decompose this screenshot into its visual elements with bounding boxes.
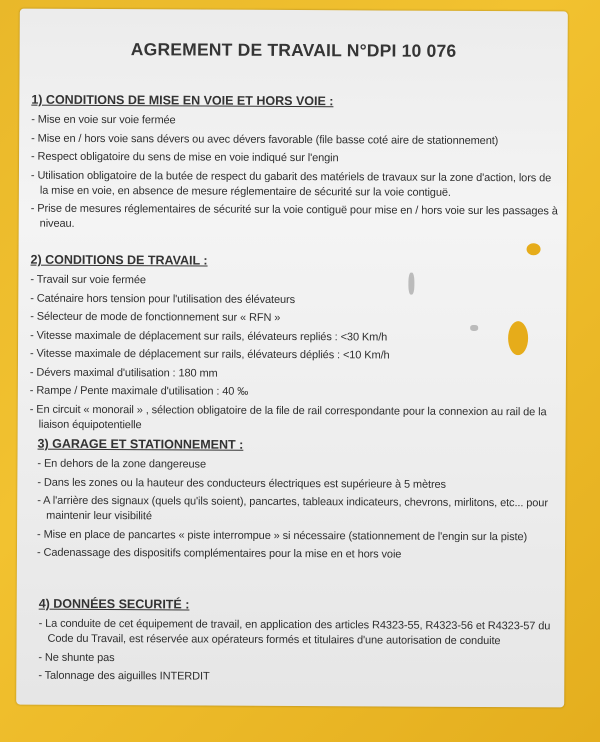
paint-chip <box>508 321 528 355</box>
dirt-mark <box>470 325 478 331</box>
list-item: - En dehors de la zone dangereuse <box>37 457 207 471</box>
section-heading: 4) DONNÉES SECURITÉ : <box>38 596 190 612</box>
section-heading: 3) GARAGE ET STATIONNEMENT : <box>37 436 244 452</box>
notice-title: AGREMENT DE TRAVAIL N°DPI 10 076 <box>130 39 457 61</box>
list-item: - Dans les zones ou la hauteur des conducteurs électriques est supérieure à 5 mètres <box>37 476 446 491</box>
list-item: - Rampe / Pente maximale d'utilisation : 40 ‰ <box>29 384 249 398</box>
list-item: - Vitesse maximale de déplacement sur rails, élévateurs dépliés : <10 Km/h <box>29 347 390 362</box>
list-item: - Talonnage des aiguilles INTERDIT <box>38 669 210 683</box>
list-item: - En circuit « monorail » , sélection obligatoire de la file de rail correspondante pour la connexion au rail de la liaison équipotentielle <box>29 403 547 431</box>
list-item: - La conduite de cet équipement de travail, en application des articles R4323-55, R4323-56 et R4323-57 du Code du Travail, est réservée aux opérateurs formés et titulaires d'une autorisation de conduite <box>38 617 551 648</box>
list-item: - A l'arrière des signaux (quels qu'ils soient), pancartes, tableaux indicateurs, chevrons, mirlitons, etc... pour maintenir leur visibilité <box>37 494 548 523</box>
section-donnees-securite <box>38 597 556 690</box>
list-item: - Mise en voie sur voie fermée <box>31 113 176 127</box>
list-item: - Sélecteur de mode de fonctionnement sur « RFN » <box>30 310 281 324</box>
list-item: - Utilisation obligatoire de la butée de respect du gabarit des matériels de travaux sur la zone d'action, lors de la mise en voie, en absence de mesure réglementaire de sécurité sur la voie contiguë. <box>30 169 552 199</box>
section-heading: 2) CONDITIONS DE TRAVAIL : <box>30 252 208 268</box>
list-item: - Vitesse maximale de déplacement sur rails, élévateurs repliés : <30 Km/h <box>30 329 388 343</box>
list-item: - Ne shunte pas <box>38 651 115 664</box>
list-item: - Respect obligatoire du sens de mise en voie indiqué sur l'engin <box>31 150 339 165</box>
list-item: - Mise en / hors voie sans dévers ou avec dévers favorable (file basse coté aire de stationnement) <box>31 132 499 147</box>
dirt-mark <box>408 273 414 295</box>
list-item: - Mise en place de pancartes « piste interrompue » si nécessaire (stationnement de l'engin sur la piste) <box>37 528 528 543</box>
section-conditions-mise-en-voie <box>31 93 560 238</box>
list-item: - Cadenassage des dispositifs complémentaires pour la mise en et hors voie <box>36 546 402 561</box>
paint-chip <box>527 243 541 255</box>
section-heading: 1) CONDITIONS DE MISE EN VOIE ET HORS VOIE : <box>31 92 334 109</box>
list-item: - Prise de mesures réglementaires de sécurité sur la voie contiguë pour mise en / hors voie sur les passages à niveau. <box>30 202 558 230</box>
notice-sign <box>16 9 568 708</box>
list-item: - Caténaire hors tension pour l'utilisation des élévateurs <box>30 292 296 306</box>
list-item: - Dévers maximal d'utilisation : 180 mm <box>29 366 218 380</box>
section-garage-stationnement <box>37 437 558 567</box>
list-item: - Travail sur voie fermée <box>30 273 146 287</box>
section-conditions-travail <box>30 253 559 439</box>
